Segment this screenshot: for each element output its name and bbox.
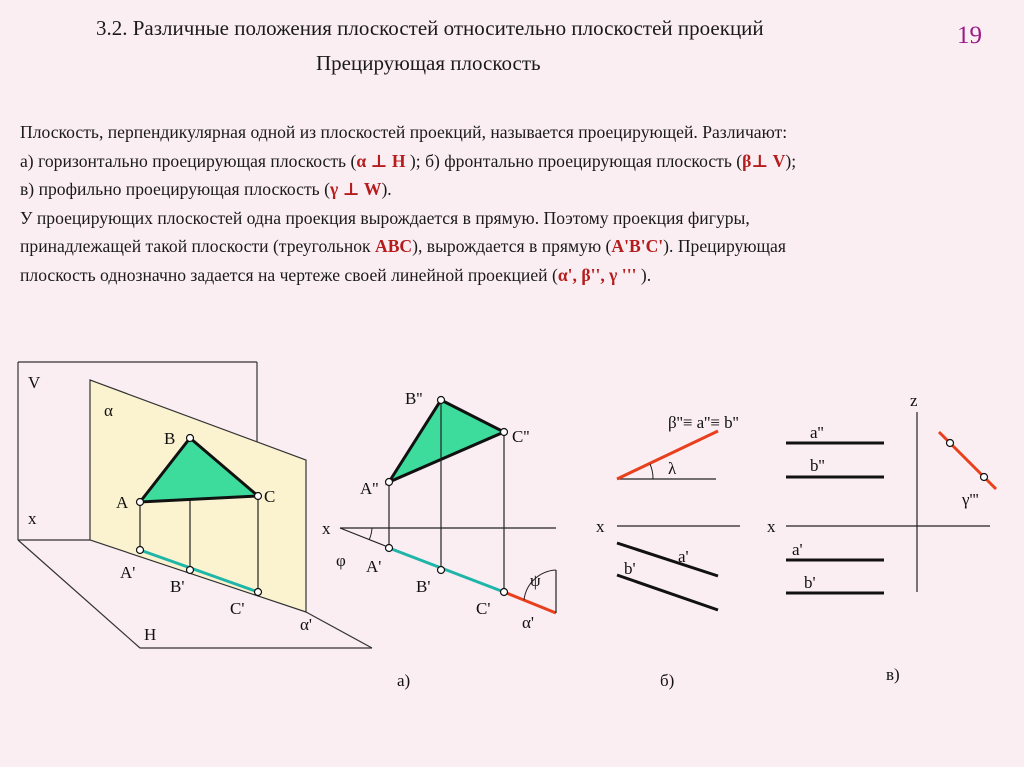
paragraph-line-5: принадлежащей такой плоскости (треугольнок АВС), вырождается в прямую (А'В'С'). Прецирующая	[20, 236, 786, 256]
label-b2: B''	[405, 389, 423, 408]
paragraph-line-2: а) горизонтально проецирующая плоскость (α ⊥ H ); б) фронтально проецирующая плоскость (β⊥ V);	[20, 150, 797, 171]
figure-c-profile	[767, 391, 996, 684]
paragraph-line-1: Плоскость, перпендикулярная одной из плоскостей проекций, называется проецирующей. Различают:	[20, 122, 788, 142]
beta-perp-v-symbol: β⊥ V	[742, 150, 786, 171]
point-a1-a	[386, 545, 393, 552]
point-c-3d	[255, 493, 262, 500]
projection-abc-symbol: А'В'С'	[611, 236, 664, 256]
point-b2-a	[438, 397, 445, 404]
plane-h-right-edge	[306, 612, 372, 648]
trace-a1-b1-c1	[389, 548, 504, 592]
label-proj-a: A'	[120, 563, 136, 582]
lambda-angle-arc	[650, 464, 653, 479]
plane-h-left-edge	[18, 540, 140, 648]
axis-ref-a	[340, 528, 388, 547]
paragraph-line-4: У проецирующих плоскостей одна проекция вырождается в прямую. Поэтому проекция фигуры,	[20, 207, 750, 228]
label-point-a: A	[116, 493, 129, 512]
trace-alpha1	[504, 592, 556, 613]
line-b1-b	[617, 575, 718, 610]
label-axis-x-c: x	[767, 517, 776, 536]
triangle-abc-symbol: АВС	[374, 236, 413, 256]
gamma-perp-w-symbol: γ ⊥ W	[329, 179, 382, 199]
figure-a-orthographic	[322, 389, 556, 690]
label-angle-phi: φ	[336, 551, 346, 570]
point-a3-c	[947, 440, 954, 447]
label-c1: C'	[476, 599, 491, 618]
label-axis-x-b: x	[596, 517, 605, 536]
label-b1: B'	[416, 577, 431, 596]
label-b1-c: b'	[804, 573, 816, 592]
paragraph-line-3: в) профильно проецирующая плоскость (γ ⊥ W).	[20, 179, 392, 199]
label-proj-b: B'	[170, 577, 185, 596]
label-proj-c: C'	[230, 599, 245, 618]
label-plane-h: H	[144, 625, 157, 644]
label-a1: A'	[366, 557, 382, 576]
point-c1-a	[501, 589, 508, 596]
label-b1-b: b'	[624, 559, 636, 578]
label-trace-alpha: α'	[300, 615, 312, 634]
label-alpha1: α'	[522, 613, 534, 632]
label-a2-c: a''	[810, 423, 824, 442]
label-a2: A''	[360, 479, 379, 498]
label-angle-lambda: λ	[668, 459, 677, 478]
linear-projection-symbols: α', β'', γ '''	[557, 264, 637, 285]
point-b1-3d	[187, 567, 194, 574]
point-c2-a	[501, 429, 508, 436]
label-axis-x-a: x	[322, 519, 331, 538]
paragraph-line-6: плоскость однозначно задается на чертеже своей линейной проекцией (α', β'', γ ''' ).	[20, 264, 652, 285]
point-c1-3d	[255, 589, 262, 596]
point-b1-a	[438, 567, 445, 574]
label-beta2: β''≡ a''≡ b''	[668, 413, 739, 432]
slide-title: 3.2. Различные положения плоскостей относительно плоскостей проекций	[96, 16, 764, 40]
label-point-c: C	[264, 487, 276, 506]
point-b-3d	[187, 435, 194, 442]
label-a1-b: a'	[678, 547, 689, 566]
label-b2-c: b''	[810, 456, 825, 475]
label-angle-psi: ψ	[530, 571, 541, 590]
point-a2-a	[386, 479, 393, 486]
point-a1-3d	[137, 547, 144, 554]
point-b3-c	[981, 474, 988, 481]
label-plane-alpha: α	[104, 401, 113, 420]
triangle-abc-frontal	[389, 400, 504, 482]
caption-c: в)	[886, 665, 900, 684]
label-a1-c: a'	[792, 540, 803, 559]
alpha-perp-h-symbol: α ⊥ H	[356, 150, 406, 171]
label-point-b: B	[164, 429, 176, 448]
figure-3d-view	[18, 362, 372, 648]
label-axis-x-3d: x	[28, 509, 37, 528]
label-gamma3: γ'''	[962, 490, 979, 509]
caption-a: а)	[397, 671, 411, 690]
slide-subtitle: Прецирующая плоскость	[316, 51, 541, 75]
label-axis-z: z	[910, 391, 918, 410]
page-number: 19	[957, 22, 982, 49]
caption-b: б)	[660, 671, 675, 690]
figure-b-frontal	[596, 413, 740, 690]
label-plane-v: V	[28, 373, 41, 392]
point-a-3d	[137, 499, 144, 506]
phi-angle-arc	[369, 528, 372, 540]
label-c2: C''	[512, 427, 530, 446]
